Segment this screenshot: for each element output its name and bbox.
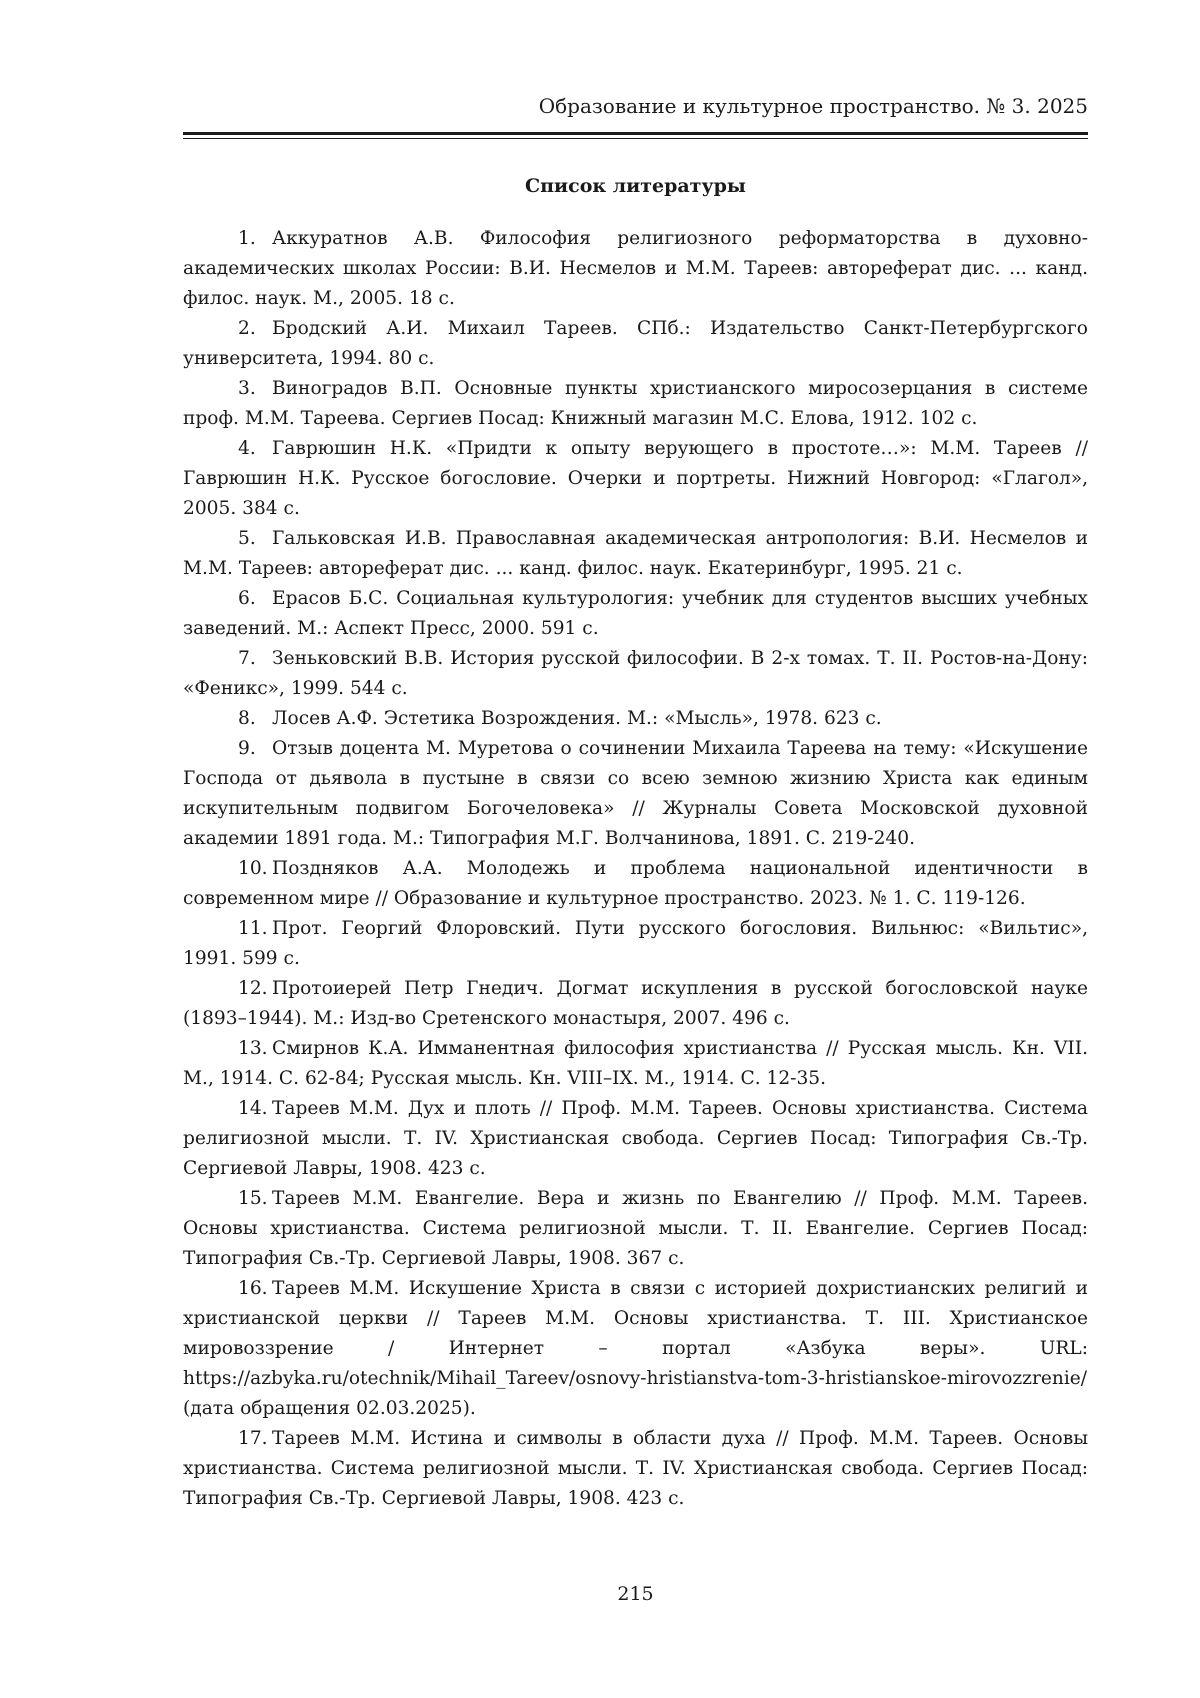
- reference-number: 3.: [238, 378, 256, 399]
- reference-item: [183, 734, 1088, 854]
- reference-item: [183, 584, 1088, 644]
- reference-text: Протоиерей Петр Гнедич. Догмат искупления в русской богословской науке (1893–1944). М.: Изд-во Сретенского монастыря, 2007. 496 с.: [183, 978, 1088, 1029]
- reference-number: 8.: [238, 708, 256, 729]
- reference-item: [183, 1184, 1088, 1274]
- reference-text: Ерасов Б.С. Социальная культурология: учебник для студентов высших учебных заведений. М.: Аспект Пресс, 2000. 591 с.: [183, 588, 1088, 639]
- reference-item: [183, 914, 1088, 974]
- reference-number: 7.: [238, 648, 256, 669]
- reference-number: 4.: [238, 438, 256, 459]
- reference-text: Виноградов В.П. Основные пункты христианского миросозерцания в системе проф. М.М. Тареева. Сергиев Посад: Книжный магазин М.С. Елова, 1912. 102 с.: [183, 378, 1088, 429]
- running-header: Образование и культурное пространство. № 3. 2025: [538, 94, 1088, 118]
- reference-number: 6.: [238, 588, 256, 609]
- reference-text: Тареев М.М. Евангелие. Вера и жизнь по Евангелию // Проф. М.М. Тареев. Основы христианства. Система религиозной мысли. Т. II. Евангелие. Сергиев Посад: Типография Св.-Тр. Сергиевой Лавры, 1908. 367 с.: [183, 1188, 1088, 1269]
- reference-number: 13.: [238, 1038, 268, 1059]
- reference-number: 9.: [238, 738, 256, 759]
- reference-number: 10.: [238, 858, 268, 879]
- reference-number: 15.: [238, 1188, 268, 1209]
- reference-text: Смирнов К.А. Имманентная философия христианства // Русская мысль. Кн. VII. М., 1914. С. 62-84; Русская мысль. Кн. VIII–IX. М., 1914. С. 12-35.: [183, 1038, 1088, 1089]
- reference-item: [183, 524, 1088, 584]
- page-number: 215: [617, 1583, 654, 1605]
- reference-text: Отзыв доцента М. Муретова о сочинении Михаила Тареева на тему: «Искушение Господа от дьявола в пустыне в связи со всею земною жизнию Христа как единым искупительным подвигом Богочеловека» // Журналы Совета Московской духовной академии 1891 года. М.: Типография М.Г. Волчанинова, 1891. С. 219-240.: [183, 738, 1088, 849]
- header-rule-thin: [183, 138, 1088, 139]
- reference-item: [183, 314, 1088, 374]
- reference-number: 17.: [238, 1428, 268, 1449]
- reference-text: Зеньковский В.В. История русской философии. В 2-х томах. Т. II. Ростов-на-Дону: «Феникс», 1999. 544 с.: [183, 648, 1088, 699]
- reference-number: 2.: [238, 318, 256, 339]
- reference-text: Поздняков А.А. Молодежь и проблема национальной идентичности в современном мире // Образование и культурное пространство. 2023. № 1. С. 119-126.: [183, 858, 1088, 909]
- reference-text: Гальковская И.В. Православная академическая антропология: В.И. Несмелов и М.М. Тареев: автореферат дис. ... канд. филос. наук. Екатеринбург, 1995. 21 с.: [183, 528, 1088, 579]
- reference-text: Аккуратнов А.В. Философия религиозного реформаторства в духовно-академических школах России: В.И. Несмелов и М.М. Тареев: автореферат дис. ... канд. филос. наук. М., 2005. 18 с.: [183, 228, 1088, 309]
- reference-number: 5.: [238, 528, 256, 549]
- reference-text: Тареев М.М. Искушение Христа в связи с историей дохристианских религий и христианской церкви // Тареев М.М. Основы христианства. Т. III. Христианское мировоззрение / Интернет – портал «Азбука веры». URL: https://azbyka.ru/otechnik/Mihail_Tareev/osnovy-hristianstva-tom-3-hristianskoe-mirovozzrenie/ (дата обращения 02.03.2025).: [183, 1278, 1088, 1419]
- reference-number: 14.: [238, 1098, 268, 1119]
- reference-text: Тареев М.М. Истина и символы в области духа // Проф. М.М. Тареев. Основы христианства. Система религиозной мысли. Т. IV. Христианская свобода. Сергиев Посад: Типография Св.-Тр. Сергиевой Лавры, 1908. 423 с.: [183, 1428, 1088, 1509]
- reference-number: 1.: [238, 228, 256, 249]
- reference-item: [183, 374, 1088, 434]
- reference-item: [183, 224, 1088, 314]
- reference-item: [183, 1424, 1088, 1514]
- reference-text: Бродский А.И. Михаил Тареев. СПб.: Издательство Санкт-Петербургского университета, 1994. 80 с.: [183, 318, 1088, 369]
- reference-item: [183, 974, 1088, 1034]
- reference-item: [183, 854, 1088, 914]
- reference-text: Лосев А.Ф. Эстетика Возрождения. М.: «Мысль», 1978. 623 с.: [272, 708, 882, 729]
- reference-text: Гаврюшин Н.К. «Придти к опыту верующего в простоте…»: М.М. Тареев // Гаврюшин Н.К. Русское богословие. Очерки и портреты. Нижний Новгород: «Глагол», 2005. 384 с.: [183, 438, 1088, 519]
- section-title: Список литературы: [525, 175, 746, 197]
- reference-item: [183, 434, 1088, 524]
- reference-text: Тареев М.М. Дух и плоть // Проф. М.М. Тареев. Основы христианства. Система религиозной мысли. Т. IV. Христианская свобода. Сергиев Посад: Типография Св.-Тр. Сергиевой Лавры, 1908. 423 с.: [183, 1098, 1088, 1179]
- reference-text: Прот. Георгий Флоровский. Пути русского богословия. Вильнюс: «Вильтис», 1991. 599 с.: [183, 918, 1088, 969]
- reference-item: [183, 1094, 1088, 1184]
- reference-number: 12.: [238, 978, 268, 999]
- reference-item: [183, 644, 1088, 704]
- header-rule-thick: [183, 132, 1088, 135]
- reference-number: 11.: [238, 918, 268, 939]
- reference-item: [183, 704, 1088, 734]
- reference-number: 16.: [238, 1278, 268, 1299]
- reference-item: [183, 1274, 1088, 1424]
- reference-list: [183, 224, 1088, 1514]
- reference-item: [183, 1034, 1088, 1094]
